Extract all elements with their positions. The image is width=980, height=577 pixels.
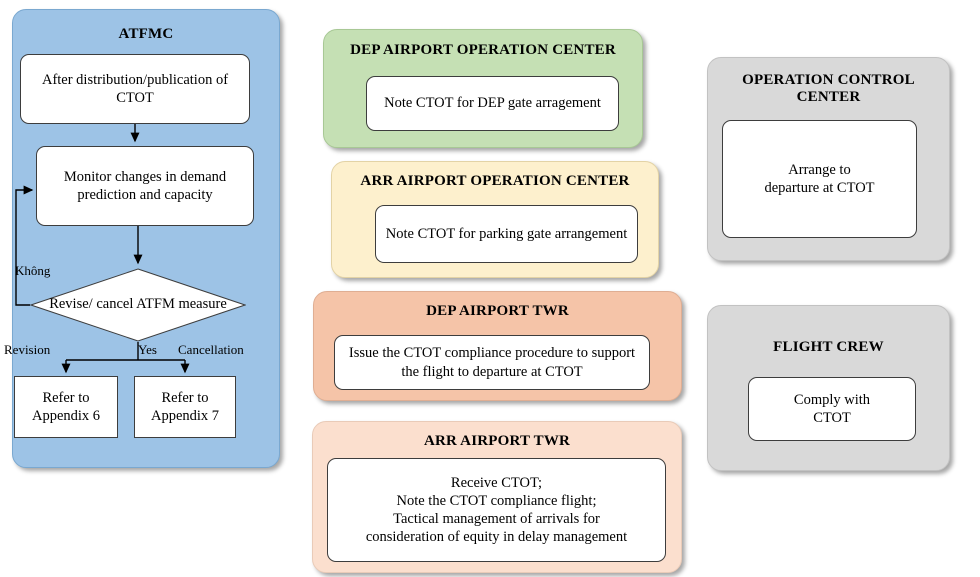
node-refer-appendix-6: Refer to Appendix 6 [14,376,118,438]
node-flight-crew-note [748,377,916,441]
edge-label-yes: Yes [138,342,157,357]
occ-note-line-1: Arrange to [788,161,851,178]
panel-flight-crew-title: FLIGHT CREW [773,339,884,355]
node-decision-revise-cancel [30,268,246,342]
panel-dep-twr-title: DEP AIRPORT TWR [426,303,569,319]
edge-label-cancellation: Cancellation [178,342,244,357]
arr-twr-line-3: Tactical management of arrivals for [393,511,600,527]
edge-label-revision: Revision [4,342,51,357]
panel-occ-title [708,72,949,107]
node-monitor-changes: Monitor changes in demand prediction and capacity [36,146,254,226]
arr-twr-line-4: consideration of equity in delay management [365,529,628,546]
panel-arr-aoc-title: ARR AIRPORT OPERATION CENTER [360,173,630,189]
node-dep-twr-note: Issue the CTOT compliance procedure to support the flight to departure at CTOT [334,335,650,390]
crew-note-line-1: Comply with [793,391,871,408]
edge-label-no-loop: Không [15,263,51,278]
node-arr-twr-note [327,458,666,562]
panel-atfmc-title: ATFMC [118,26,174,42]
panel-arr-twr-title: ARR AIRPORT TWR [423,433,571,449]
node-refer-appendix-7: Refer to Appendix 7 [134,376,236,438]
occ-title-line-2: CENTER [796,89,861,106]
node-dep-aoc-note: Note CTOT for DEP gate arragement [366,76,619,131]
crew-note-line-2: CTOT [813,410,851,426]
occ-title-line-1: OPERATION CONTROL [742,72,915,88]
occ-note-line-2: departure at CTOT [764,180,875,196]
node-after-distribution: After distribution/publication of CTOT [20,54,250,124]
node-arr-aoc-note: Note CTOT for parking gate arrangement [375,205,638,263]
arr-twr-line-2: Note the CTOT compliance flight; [396,492,597,509]
panel-dep-aoc-title: DEP AIRPORT OPERATION CENTER [350,42,616,58]
node-occ-note [722,120,917,238]
arr-twr-line-1: Receive CTOT; [450,474,543,491]
node-decision-label: Revise/ cancel ATFM measure [49,296,227,313]
